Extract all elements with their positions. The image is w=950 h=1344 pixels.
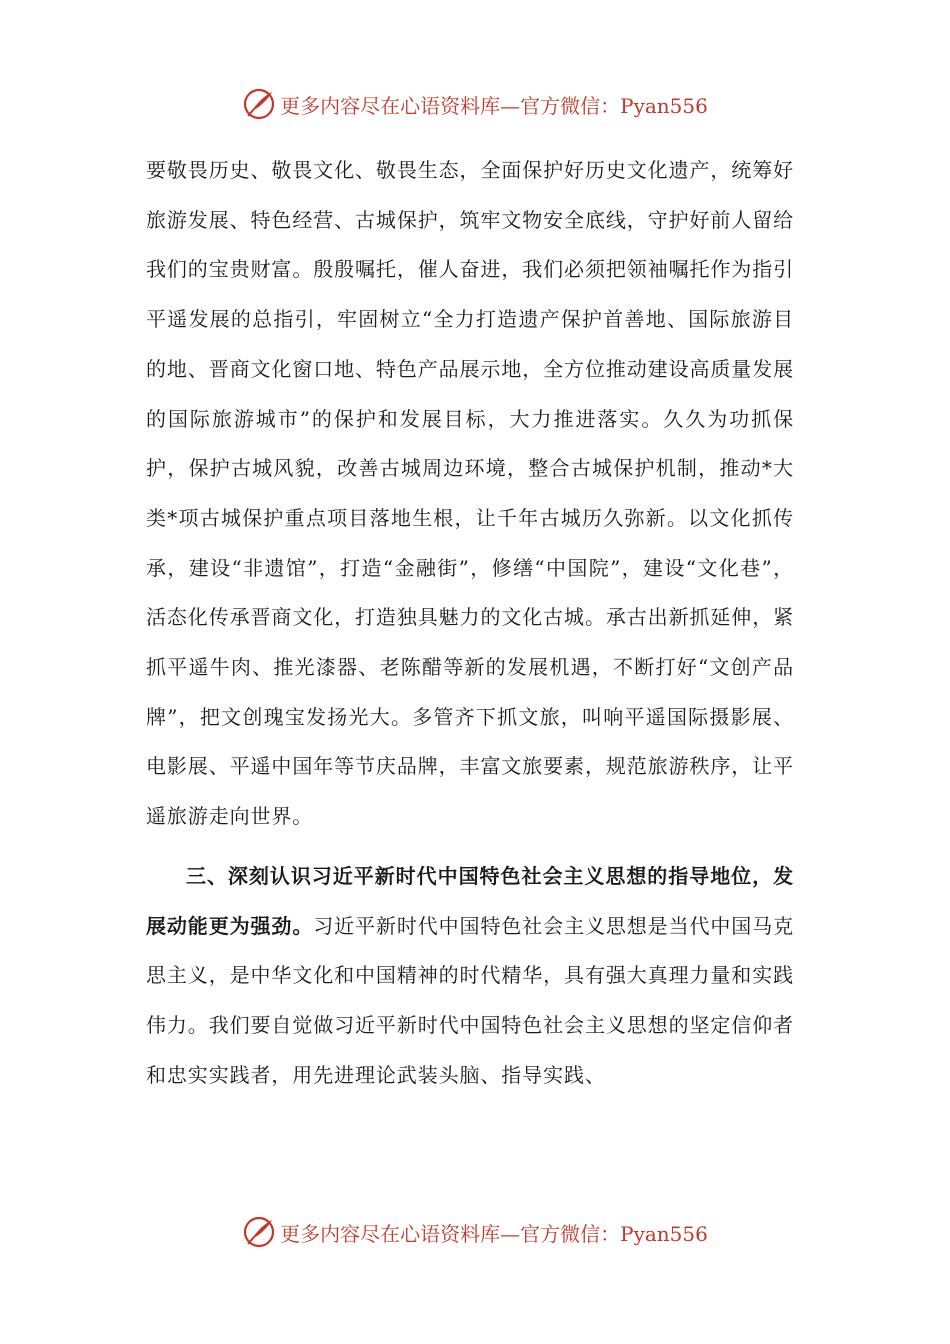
banner-text: 更多内容尽在心语资料库—官方微信：Pyan556 bbox=[280, 1221, 708, 1246]
paragraph bbox=[146, 852, 794, 1101]
footer-banner bbox=[0, 1212, 950, 1252]
quill-logo-icon bbox=[242, 1215, 276, 1249]
banner-text: 更多内容尽在心语资料库—官方微信：Pyan556 bbox=[280, 93, 708, 118]
section-heading: 三、深刻认识习近平新时代中国特色社会主义思想的指导地位，发展动能更为强劲。 bbox=[146, 863, 794, 938]
paragraph-text: 习近平新时代中国特色社会主义思想是当代中国马克思主义，是中华文化和中国精神的时代精华，具有强大真理力量和实践伟力。我们要自觉做习近平新时代中国特色社会主义思想的坚定信仰者和忠实实践者，用先进理论武装头脑、指导实践、 bbox=[146, 913, 795, 1087]
paragraph-text: 要敬畏历史、敬畏文化、敬畏生态，全面保护好历史文化遗产，统筹好旅游发展、特色经营、古城保护，筑牢文物安全底线，守护好前人留给我们的宝贵财富。殷殷嘱托，催人奋进，我们必须把领袖嘱托作为指引平遥发展的总指引，牢固树立“全力打造遗产保护首善地、国际旅游目的地、晋商文化窗口地、特色产品展示地，全方位推动建设高质量发展的国际旅游城市”的保护和发展目标，大力推进落实。久久为功抓保护，保护古城风貌，改善古城周边环境，整合古城保护机制，推动*大类*项古城保护重点项目落地生根，让千年古城历久弥新。以文化抓传承，建设“非遗馆”，打造“金融街”，修缮“中国院”，建设“文化巷”，活态化传承晋商文化，打造独具魅力的文化古城。承古出新抓延伸，紧抓平遥牛肉、推光漆器、老陈醋等新的发展机遇，不断打好“文创产品牌”，把文创瑰宝发扬光大。多管齐下抓文旅，叫响平遥国际摄影展、电影展、平遥中国年等节庆品牌，丰富文旅要素，规范旅游秩序，让平遥旅游走向世界。 bbox=[146, 158, 794, 829]
quill-logo-icon bbox=[242, 87, 276, 121]
header-banner bbox=[0, 84, 950, 124]
paragraph bbox=[146, 146, 794, 842]
document-body bbox=[146, 146, 794, 1100]
